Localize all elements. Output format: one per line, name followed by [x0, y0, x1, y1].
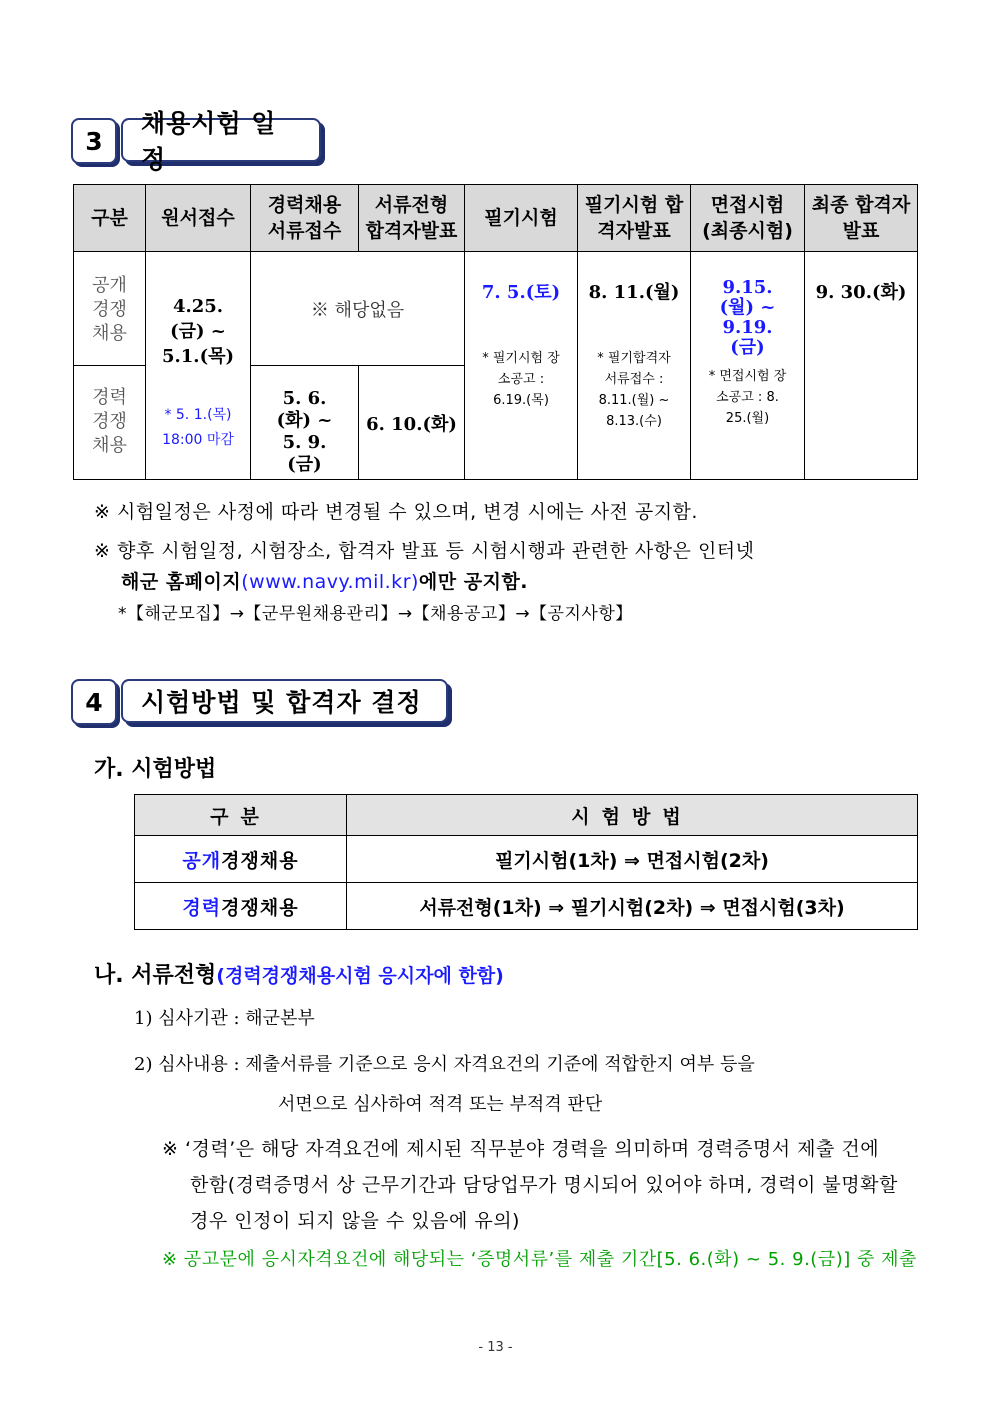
table-row: [135, 883, 918, 930]
th-written-result: 필기시험 합격자발표: [578, 185, 691, 252]
homepage-url[interactable]: (www.navy.mil.kr): [241, 571, 419, 593]
table-row: [135, 836, 918, 883]
subheading-method: 가. 시험방법: [94, 757, 217, 782]
section-title-schedule: 채용시험 일정: [121, 118, 321, 162]
cell-written-result: [578, 252, 691, 480]
career-note-line3: 경우 인정이 되지 않을 수 있음에 유의): [190, 1210, 520, 1232]
written-note: * 필기시험 장소공고 : 6.19.(목): [482, 351, 560, 408]
cell-interview: [691, 252, 805, 480]
section-title-method: 시험방법 및 합격자 결정: [121, 679, 448, 723]
screening-item-content: 2) 심사내용 : 제출서류를 기준으로 응시 자격요건의 기준에 적합한지 여부 등을: [134, 1054, 755, 1075]
note-announcement: ※ 향후 시험일정, 시험장소, 합격자 발표 등 시험시행과 관련한 사항은 인터넷: [94, 540, 755, 562]
th-doc-result: 서류전형 합격자발표: [359, 185, 465, 252]
note-schedule-change: ※ 시험일정은 사정에 따라 변경될 수 있으며, 변경 시에는 사전 공지함.: [94, 501, 698, 523]
apply-date: 4.25.(금) ~ 5.1.(목): [161, 296, 234, 367]
cell-doc-result: [359, 366, 465, 480]
written-result-note: * 필기합격자 서류접수 : 8.11.(월) ~ 8.13.(수): [597, 351, 671, 429]
th-method-category: 구분: [135, 795, 347, 836]
method-table: [134, 794, 918, 930]
career-note-line1: ※ ‘경력’은 해당 자격요건에 제시된 직무분야 경력을 의미하며 경력증명서 제출 건에: [162, 1138, 880, 1160]
method-career-value: 서류전형(1차) ⇒ 필기시험(2차) ⇒ 면접시험(3차): [347, 883, 918, 930]
method-row-career: 경력경쟁채용: [135, 883, 347, 930]
section-number-3: 3: [71, 118, 117, 164]
final-date: 9. 30.(화): [815, 282, 907, 303]
cell-career-docs: [251, 366, 359, 480]
th-interview: 면접시험 (최종시험): [691, 185, 805, 252]
cell-written: [465, 252, 578, 480]
section-number-4: 4: [71, 679, 117, 725]
th-final: 최종 합격자발표: [805, 185, 918, 252]
written-result-date: 8. 11.(월): [588, 282, 680, 303]
cell-not-applicable: ※ 해당없음: [251, 252, 465, 366]
method-row-open: 공개경쟁채용: [135, 836, 347, 883]
evidence-note: ※ 공고문에 응시자격요건에 해당되는 ‘증명서류’를 제출 기간[5. 6.(화) ~ 5. 9.(금)] 중 제출: [162, 1249, 917, 1270]
career-docs-date: 5. 6.(화) ~ 5. 9.(금): [276, 388, 333, 475]
th-written: 필기시험: [465, 185, 578, 252]
schedule-table: [73, 184, 918, 480]
career-note-line2: 한함(경력증명서 상 근무기간과 담당업무가 명시되어 있어야 하며, 경력이 불명확할: [190, 1174, 898, 1196]
interview-note: * 면접시험 장소공고 : 8. 25.(월): [708, 369, 787, 426]
table-row: [74, 252, 918, 366]
row-label-open: 공개 경쟁 채용: [74, 252, 146, 366]
screening-item-agency: 1) 심사기관 : 해군본부: [134, 1008, 315, 1029]
note-navigation-path: *【해군모집】→【군무원채용관리】→【채용공고】→【공지사항】: [118, 604, 633, 624]
table-header-row: [74, 185, 918, 252]
written-date: 7. 5.(토): [481, 282, 561, 303]
subheading-screening: 나. 서류전형(경력경쟁채용시험 응시자에 한함): [94, 963, 504, 988]
doc-result-date: 6. 10.(화): [366, 414, 457, 435]
th-application: 원서접수: [146, 185, 251, 252]
note-homepage: 해군 홈페이지(www.navy.mil.kr)에만 공지함.: [121, 571, 529, 593]
apply-note: * 5. 1.(목) 18:00 마감: [162, 407, 234, 448]
th-career-docs: 경력채용 서류접수: [251, 185, 359, 252]
interview-date: 9.15.(월) ~ 9.19.(금): [719, 277, 776, 358]
th-method: 시험방법: [347, 795, 918, 836]
th-category: 구분: [74, 185, 146, 252]
page-number: - 13 -: [478, 1340, 513, 1355]
cell-apply: [146, 252, 251, 480]
table-header-row: [135, 795, 918, 836]
row-label-career: 경력 경쟁 채용: [74, 366, 146, 480]
screening-item-content-cont: 서면으로 심사하여 적격 또는 부적격 판단: [278, 1094, 603, 1115]
method-open-value: 필기시험(1차) ⇒ 면접시험(2차): [347, 836, 918, 883]
cell-final: [805, 252, 918, 480]
